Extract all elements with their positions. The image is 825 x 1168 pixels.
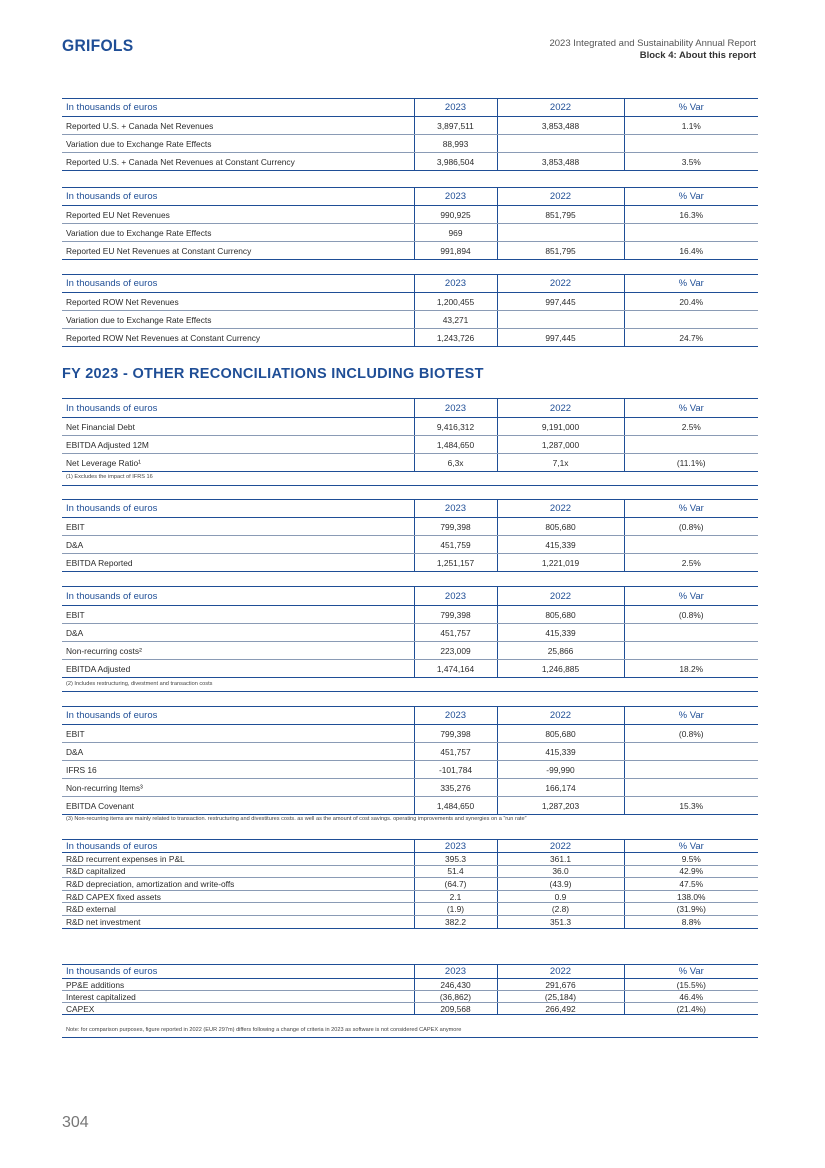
- grifols-logo: GRIFOLS: [62, 36, 134, 55]
- footnote: (3) Non-recurring items are mainly related to transaction. restructuring and divestitures costs. as well as the amount of cost savings. operating improvements and synergies on a “run rate”: [66, 816, 527, 822]
- value-var: 1.1%: [624, 117, 758, 135]
- table-row: [62, 743, 758, 761]
- table-header-row: [62, 707, 758, 725]
- row-label: Reported ROW Net Revenues at Constant Currency: [62, 329, 414, 347]
- block-title: Block 4: About this report: [639, 50, 756, 61]
- value-var: (21.4%): [624, 1003, 758, 1015]
- table-header-row: [62, 275, 758, 293]
- col-header-2022: 2022: [497, 587, 624, 606]
- col-header-label: In thousands of euros: [62, 275, 414, 293]
- value-var: [624, 761, 758, 779]
- value-2023: 969: [414, 224, 497, 242]
- col-header-2023: 2023: [414, 500, 497, 518]
- data-table: [62, 706, 758, 815]
- col-header-label: In thousands of euros: [62, 399, 414, 418]
- col-header-var: % Var: [624, 275, 758, 293]
- value-2023: 246,430: [414, 979, 497, 991]
- table-row: [62, 642, 758, 660]
- row-label: D&A: [62, 743, 414, 761]
- col-header-var: % Var: [624, 399, 758, 418]
- value-2023: 382.2: [414, 915, 497, 928]
- value-2022: 805,680: [497, 725, 624, 743]
- table-row: [62, 725, 758, 743]
- col-header-2022: 2022: [497, 840, 624, 853]
- row-label: EBIT: [62, 518, 414, 536]
- row-label: R&D depreciation, amortization and write-offs: [62, 878, 414, 891]
- row-label: Non-recurring costs²: [62, 642, 414, 660]
- data-table: [62, 839, 758, 929]
- value-var: 9.5%: [624, 853, 758, 866]
- value-2022: 361.1: [497, 853, 624, 866]
- value-2023: 3,986,504: [414, 153, 497, 171]
- value-2023: 799,398: [414, 725, 497, 743]
- value-var: [624, 642, 758, 660]
- table-header-row: [62, 587, 758, 606]
- col-header-2022: 2022: [497, 707, 624, 725]
- value-var: 46.4%: [624, 991, 758, 1003]
- value-2022: 997,445: [497, 293, 624, 311]
- value-var: 8.8%: [624, 915, 758, 928]
- value-2022: -99,990: [497, 761, 624, 779]
- table-row: [62, 865, 758, 878]
- row-label: Interest capitalized: [62, 991, 414, 1003]
- table-row: [62, 606, 758, 624]
- table-row: [62, 454, 758, 472]
- value-2022: 805,680: [497, 518, 624, 536]
- report-header: [549, 38, 756, 62]
- col-header-var: % Var: [624, 840, 758, 853]
- value-2023: 1,474,164: [414, 660, 497, 678]
- row-label: R&D capitalized: [62, 865, 414, 878]
- value-var: [624, 135, 758, 153]
- page-number: 304: [62, 1114, 89, 1131]
- footnote: (2) Includes restructuring, divestment and transaction costs: [66, 681, 213, 687]
- table-header-row: [62, 99, 758, 117]
- row-label: CAPEX: [62, 1003, 414, 1015]
- value-2022: 9,191,000: [497, 418, 624, 436]
- value-2023: 51.4: [414, 865, 497, 878]
- value-2022: 0.9: [497, 890, 624, 903]
- footnote: (1) Excludes the impact of IFRS 16: [66, 474, 153, 480]
- value-2023: -101,784: [414, 761, 497, 779]
- table-row: [62, 518, 758, 536]
- table-header-row: [62, 965, 758, 979]
- footnote-divider: [62, 485, 758, 486]
- row-label: Reported U.S. + Canada Net Revenues at Constant Currency: [62, 153, 414, 171]
- col-header-2022: 2022: [497, 275, 624, 293]
- value-2022: (43.9): [497, 878, 624, 891]
- table-row: [62, 224, 758, 242]
- value-var: (0.8%): [624, 606, 758, 624]
- row-label: R&D recurrent expenses in P&L: [62, 853, 414, 866]
- table-row: [62, 878, 758, 891]
- value-var: 16.4%: [624, 242, 758, 260]
- row-label: Net Leverage Ratio¹: [62, 454, 414, 472]
- value-2022: (25,184): [497, 991, 624, 1003]
- col-header-2023: 2023: [414, 275, 497, 293]
- col-header-label: In thousands of euros: [62, 587, 414, 606]
- row-label: EBITDA Reported: [62, 554, 414, 572]
- value-2022: 7,1x: [497, 454, 624, 472]
- value-2023: 395.3: [414, 853, 497, 866]
- table-row: [62, 329, 758, 347]
- footnote: Note: for comparison purposes, figure reported in 2022 (EUR 297m) differs following a change of criteria in 2023 as software is not considered CAPEX anymore: [66, 1027, 462, 1033]
- value-var: 47.5%: [624, 878, 758, 891]
- row-label: EBIT: [62, 725, 414, 743]
- value-2023: 88,993: [414, 135, 497, 153]
- table-row: [62, 903, 758, 916]
- value-2022: 351.3: [497, 915, 624, 928]
- footnote-divider: [62, 1037, 758, 1038]
- value-2023: 43,271: [414, 311, 497, 329]
- col-header-2022: 2022: [497, 500, 624, 518]
- row-label: Reported U.S. + Canada Net Revenues: [62, 117, 414, 135]
- value-var: 16.3%: [624, 206, 758, 224]
- value-2023: 1,200,455: [414, 293, 497, 311]
- table-row: [62, 991, 758, 1003]
- row-label: EBITDA Covenant: [62, 797, 414, 815]
- col-header-2023: 2023: [414, 840, 497, 853]
- value-2022: [497, 311, 624, 329]
- value-2023: (36,862): [414, 991, 497, 1003]
- value-2022: 997,445: [497, 329, 624, 347]
- row-label: IFRS 16: [62, 761, 414, 779]
- col-header-2023: 2023: [414, 99, 497, 117]
- table-row: [62, 853, 758, 866]
- value-var: [624, 624, 758, 642]
- row-label: Reported EU Net Revenues at Constant Currency: [62, 242, 414, 260]
- table-row: [62, 797, 758, 815]
- col-header-var: % Var: [624, 707, 758, 725]
- value-var: 42.9%: [624, 865, 758, 878]
- row-label: Variation due to Exchange Rate Effects: [62, 311, 414, 329]
- row-label: R&D net investment: [62, 915, 414, 928]
- value-2022: 1,287,203: [497, 797, 624, 815]
- row-label: EBITDA Adjusted 12M: [62, 436, 414, 454]
- value-var: 138.0%: [624, 890, 758, 903]
- col-header-label: In thousands of euros: [62, 500, 414, 518]
- row-label: EBIT: [62, 606, 414, 624]
- value-var: 20.4%: [624, 293, 758, 311]
- col-header-2022: 2022: [497, 188, 624, 206]
- table-row: [62, 779, 758, 797]
- data-table: [62, 499, 758, 572]
- footnote-divider: [62, 691, 758, 692]
- col-header-2022: 2022: [497, 99, 624, 117]
- value-2023: 335,276: [414, 779, 497, 797]
- value-2023: 209,568: [414, 1003, 497, 1015]
- col-header-label: In thousands of euros: [62, 965, 414, 979]
- value-2023: 1,484,650: [414, 797, 497, 815]
- col-header-2023: 2023: [414, 399, 497, 418]
- value-var: 18.2%: [624, 660, 758, 678]
- value-2022: 266,492: [497, 1003, 624, 1015]
- value-2022: [497, 135, 624, 153]
- value-2023: 2.1: [414, 890, 497, 903]
- row-label: Variation due to Exchange Rate Effects: [62, 224, 414, 242]
- value-2023: 3,897,511: [414, 117, 497, 135]
- value-2022: 851,795: [497, 206, 624, 224]
- value-2022: (2.8): [497, 903, 624, 916]
- table-row: [62, 536, 758, 554]
- value-2022: 851,795: [497, 242, 624, 260]
- col-header-label: In thousands of euros: [62, 188, 414, 206]
- value-var: 2.5%: [624, 418, 758, 436]
- data-table: [62, 586, 758, 678]
- col-header-var: % Var: [624, 587, 758, 606]
- row-label: EBITDA Adjusted: [62, 660, 414, 678]
- row-label: PP&E additions: [62, 979, 414, 991]
- table-header-row: [62, 840, 758, 853]
- table-row: [62, 624, 758, 642]
- value-var: (0.8%): [624, 725, 758, 743]
- table-header-row: [62, 188, 758, 206]
- value-2022: 415,339: [497, 743, 624, 761]
- table-row: [62, 436, 758, 454]
- row-label: D&A: [62, 536, 414, 554]
- value-2022: 805,680: [497, 606, 624, 624]
- value-2022: 1,246,885: [497, 660, 624, 678]
- row-label: Net Financial Debt: [62, 418, 414, 436]
- col-header-2023: 2023: [414, 707, 497, 725]
- row-label: Non-recurring Items³: [62, 779, 414, 797]
- value-2023: 991,894: [414, 242, 497, 260]
- value-var: (0.8%): [624, 518, 758, 536]
- table-row: [62, 890, 758, 903]
- value-2023: 1,484,650: [414, 436, 497, 454]
- row-label: R&D CAPEX fixed assets: [62, 890, 414, 903]
- table-row: [62, 660, 758, 678]
- value-2022: 1,287,000: [497, 436, 624, 454]
- col-header-var: % Var: [624, 99, 758, 117]
- row-label: Reported EU Net Revenues: [62, 206, 414, 224]
- data-table: [62, 187, 758, 260]
- table-row: [62, 293, 758, 311]
- value-2023: (64.7): [414, 878, 497, 891]
- value-2022: 415,339: [497, 624, 624, 642]
- table-row: [62, 206, 758, 224]
- value-2022: 415,339: [497, 536, 624, 554]
- value-var: [624, 224, 758, 242]
- value-2023: 451,759: [414, 536, 497, 554]
- data-table: [62, 98, 758, 171]
- data-table: [62, 398, 758, 472]
- col-header-2022: 2022: [497, 399, 624, 418]
- value-2023: 1,251,157: [414, 554, 497, 572]
- col-header-2022: 2022: [497, 965, 624, 979]
- value-var: [624, 536, 758, 554]
- table-row: [62, 418, 758, 436]
- value-var: [624, 743, 758, 761]
- value-2023: 6,3x: [414, 454, 497, 472]
- value-var: 15.3%: [624, 797, 758, 815]
- value-2023: 799,398: [414, 606, 497, 624]
- col-header-var: % Var: [624, 500, 758, 518]
- row-label: R&D external: [62, 903, 414, 916]
- table-header-row: [62, 500, 758, 518]
- data-table: [62, 964, 758, 1015]
- table-row: [62, 1003, 758, 1015]
- row-label: Variation due to Exchange Rate Effects: [62, 135, 414, 153]
- value-var: 3.5%: [624, 153, 758, 171]
- value-var: [624, 311, 758, 329]
- value-2023: 1,243,726: [414, 329, 497, 347]
- value-2023: (1.9): [414, 903, 497, 916]
- value-2023: 451,757: [414, 624, 497, 642]
- table-row: [62, 242, 758, 260]
- col-header-2023: 2023: [414, 587, 497, 606]
- col-header-label: In thousands of euros: [62, 707, 414, 725]
- col-header-var: % Var: [624, 188, 758, 206]
- value-2023: 9,416,312: [414, 418, 497, 436]
- report-title: 2023 Integrated and Sustainability Annual Report: [549, 38, 756, 49]
- value-var: (11.1%): [624, 454, 758, 472]
- value-2023: 799,398: [414, 518, 497, 536]
- data-table: [62, 274, 758, 347]
- col-header-2023: 2023: [414, 188, 497, 206]
- value-2022: 3,853,488: [497, 153, 624, 171]
- value-var: (15.5%): [624, 979, 758, 991]
- col-header-var: % Var: [624, 965, 758, 979]
- value-2022: 36.0: [497, 865, 624, 878]
- table-header-row: [62, 399, 758, 418]
- value-var: [624, 436, 758, 454]
- value-var: 24.7%: [624, 329, 758, 347]
- value-var: 2.5%: [624, 554, 758, 572]
- section-title: FY 2023 - OTHER RECONCILIATIONS INCLUDING BIOTEST: [62, 366, 484, 382]
- value-2022: 3,853,488: [497, 117, 624, 135]
- table-row: [62, 135, 758, 153]
- value-2022: 25,866: [497, 642, 624, 660]
- table-row: [62, 979, 758, 991]
- table-row: [62, 153, 758, 171]
- value-var: (31.9%): [624, 903, 758, 916]
- table-row: [62, 311, 758, 329]
- table-row: [62, 915, 758, 928]
- table-row: [62, 761, 758, 779]
- table-row: [62, 117, 758, 135]
- col-header-label: In thousands of euros: [62, 840, 414, 853]
- table-row: [62, 554, 758, 572]
- value-2023: 223,009: [414, 642, 497, 660]
- col-header-2023: 2023: [414, 965, 497, 979]
- row-label: Reported ROW Net Revenues: [62, 293, 414, 311]
- value-2022: 166,174: [497, 779, 624, 797]
- col-header-label: In thousands of euros: [62, 99, 414, 117]
- value-2023: 451,757: [414, 743, 497, 761]
- value-var: [624, 779, 758, 797]
- value-2023: 990,925: [414, 206, 497, 224]
- value-2022: [497, 224, 624, 242]
- value-2022: 291,676: [497, 979, 624, 991]
- row-label: D&A: [62, 624, 414, 642]
- value-2022: 1,221,019: [497, 554, 624, 572]
